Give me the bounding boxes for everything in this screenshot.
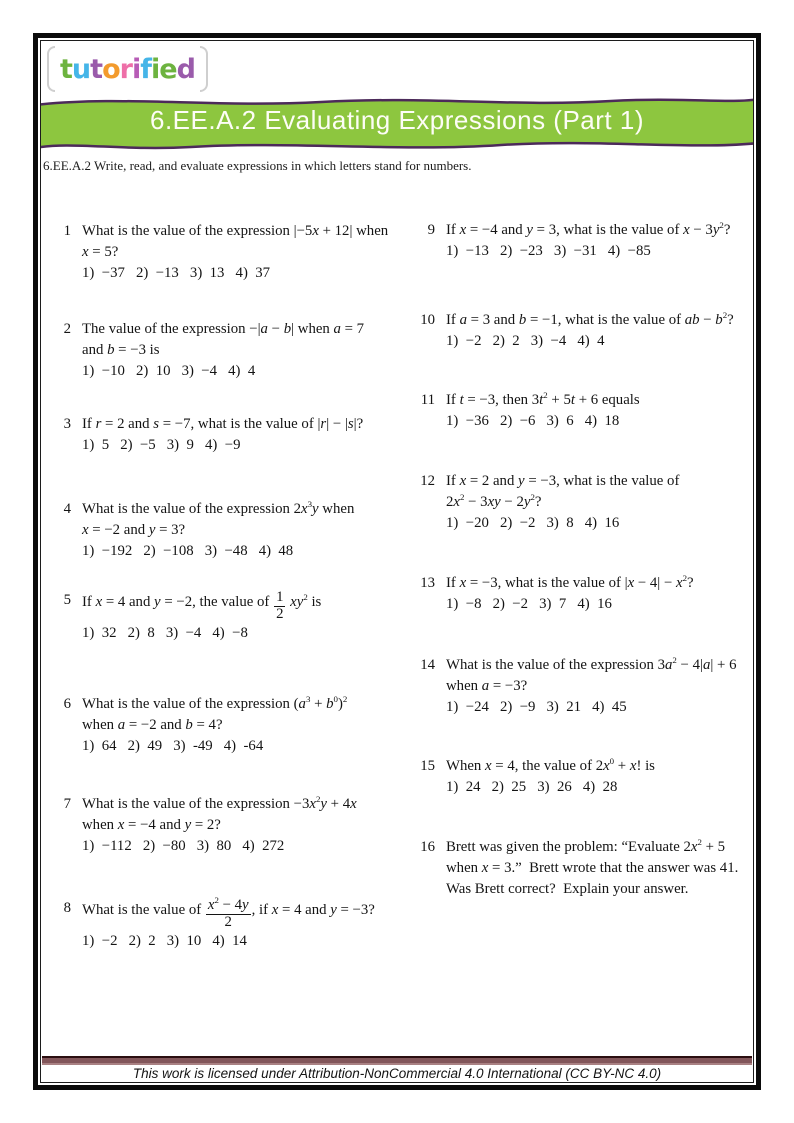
page-title: 6.EE.A.2 Evaluating Expressions (Part 1) bbox=[149, 105, 644, 135]
question-3 bbox=[55, 414, 363, 456]
question-line: Brett was given the problem: “Evaluate $2x^2 + 5$ bbox=[446, 837, 726, 855]
question-number: 1 bbox=[63, 223, 71, 239]
answer-choices: 1) −2 2) 2 3) −4 4) 4 bbox=[446, 333, 605, 349]
question-9 bbox=[413, 220, 730, 262]
answer-choices: 1) 32 2) 8 3) −4 4) −8 bbox=[82, 624, 248, 641]
logo-letter: d bbox=[176, 53, 195, 85]
answer-choices: 1) −2 2) 2 3) 10 4) 14 bbox=[82, 932, 247, 949]
question-15 bbox=[413, 756, 655, 798]
question-10 bbox=[413, 310, 734, 352]
question-number: 9 bbox=[427, 222, 435, 238]
question-line: If t = −3, then $3t^2 + 5t + 6$ equals bbox=[446, 390, 640, 408]
standard-description: 6.EE.A.2 Write, read, and evaluate expressions in which letters stand for numbers. bbox=[43, 158, 472, 173]
answer-choices: 1) −36 2) −6 3) 6 4) 18 bbox=[446, 413, 620, 429]
question-line: when x = 3.” Brett wrote that the answer was 41. bbox=[446, 860, 739, 876]
question-6 bbox=[55, 694, 347, 757]
answer-choices: 1) −37 2) −13 3) 13 4) 37 bbox=[82, 265, 271, 281]
question-number: 2 bbox=[63, 321, 71, 337]
question-line: If x = 2 and y = −3, what is the value of bbox=[446, 473, 680, 489]
answer-choices: 1) −192 2) −108 3) −48 4) 48 bbox=[82, 543, 294, 559]
logo-letter: t bbox=[90, 53, 103, 85]
answer-choices: 1) −10 2) 10 3) −4 4) 4 bbox=[82, 363, 256, 379]
question-number: 5 bbox=[63, 592, 71, 608]
question-line: What is the value of the expression $2x^3y$ when bbox=[82, 499, 355, 517]
footer-divider-bar bbox=[42, 1056, 752, 1065]
question-line: If x = 4 and y = −2, the value of $\frac{1}{2}$ $xy^2$ is bbox=[82, 589, 322, 622]
logo-letter: e bbox=[159, 53, 177, 85]
question-number: 12 bbox=[420, 473, 435, 489]
question-1 bbox=[55, 221, 388, 284]
question-5 bbox=[55, 590, 321, 644]
question-number: 7 bbox=[63, 796, 71, 812]
question-13 bbox=[413, 573, 694, 615]
logo-letter: i bbox=[131, 53, 141, 85]
question-11 bbox=[413, 390, 640, 432]
logo-letter: t bbox=[60, 53, 72, 85]
question-line: When x = 4, the value of $2x^0 + x$! is bbox=[446, 756, 655, 774]
question-7 bbox=[55, 794, 357, 857]
logo-right-bracket-icon bbox=[200, 46, 208, 92]
answer-choices: 1) −8 2) −2 3) 7 4) 16 bbox=[446, 596, 612, 612]
question-line: x = 5? bbox=[82, 244, 119, 260]
answer-choices: 1) 24 2) 25 3) 26 4) 28 bbox=[446, 779, 618, 795]
question-line: What is the value of the expression $-3x^2y + 4x$ bbox=[82, 794, 357, 812]
question-number: 4 bbox=[63, 501, 71, 517]
question-line: If r = 2 and s = −7, what is the value of |r| − |s|? bbox=[82, 416, 364, 432]
question-line: What is the value of the expression $(a^3 + b^0)^2$ bbox=[82, 694, 348, 712]
answer-choices: 1) 5 2) −5 3) 9 4) −9 bbox=[82, 437, 241, 453]
question-line: when a = −3? bbox=[446, 678, 528, 694]
question-number: 15 bbox=[420, 758, 435, 774]
question-number: 6 bbox=[63, 696, 71, 712]
question-line: If x = −3, what is the value of $|x - 4| - x^2$? bbox=[446, 573, 694, 591]
question-number: 3 bbox=[63, 416, 71, 432]
question-line: What is the value of the expression |−5x + 12| when bbox=[82, 223, 389, 239]
question-line: when x = −4 and y = 2? bbox=[82, 817, 221, 833]
question-2 bbox=[55, 319, 364, 382]
title-banner bbox=[41, 91, 753, 155]
question-line: If a = 3 and b = −1, what is the value of ab − $b^2$? bbox=[446, 310, 734, 328]
question-12 bbox=[413, 471, 679, 534]
question-14 bbox=[413, 655, 736, 718]
question-8 bbox=[55, 895, 375, 952]
question-number: 10 bbox=[420, 312, 435, 328]
question-line: The value of the expression −|a − b| when a = 7 bbox=[82, 321, 365, 337]
question-line: What is the value of $\frac{x^2 - 4y}{2}$ , if x = 4 and y = −3? bbox=[82, 895, 375, 930]
question-16 bbox=[413, 837, 738, 900]
question-line: Was Brett correct? Explain your answer. bbox=[446, 881, 689, 897]
question-line: $2x^2 - 3xy - 2y^2$? bbox=[446, 492, 542, 510]
answer-choices: 1) 64 2) 49 3) -49 4) -64 bbox=[82, 738, 264, 754]
answer-choices: 1) −24 2) −9 3) 21 4) 45 bbox=[446, 699, 627, 715]
question-number: 11 bbox=[420, 392, 435, 408]
answer-choices: 1) −20 2) −2 3) 8 4) 16 bbox=[446, 515, 620, 531]
logo-letter: f bbox=[140, 53, 151, 85]
answer-choices: 1) −112 2) −80 3) 80 4) 272 bbox=[82, 838, 285, 854]
logo-letters bbox=[58, 53, 197, 85]
logo-letter: i bbox=[150, 53, 160, 85]
question-number: 8 bbox=[63, 900, 71, 916]
question-line: when a = −2 and b = 4? bbox=[82, 717, 223, 733]
tutorified-logo bbox=[47, 46, 208, 92]
question-4 bbox=[55, 499, 354, 562]
license-text: This work is licensed under Attribution-NonCommercial 4.0 International (CC BY-NC 4.0) bbox=[132, 1066, 662, 1081]
question-number: 14 bbox=[420, 657, 435, 673]
logo-letter: u bbox=[71, 53, 91, 85]
answer-choices: 1) −13 2) −23 3) −31 4) −85 bbox=[446, 243, 651, 259]
question-line: If x = −4 and y = 3, what is the value of $x - 3y^2$? bbox=[446, 220, 731, 238]
question-number: 16 bbox=[420, 839, 435, 855]
question-line: x = −2 and y = 3? bbox=[82, 522, 186, 538]
logo-letter: o bbox=[102, 53, 120, 85]
question-number: 13 bbox=[420, 575, 435, 591]
logo-letter: r bbox=[119, 53, 132, 85]
question-line: What is the value of the expression $3a^2 - 4|a| + 6$ bbox=[446, 655, 737, 673]
logo-left-bracket-icon bbox=[47, 46, 55, 92]
question-line: and b = −3 is bbox=[82, 342, 160, 358]
